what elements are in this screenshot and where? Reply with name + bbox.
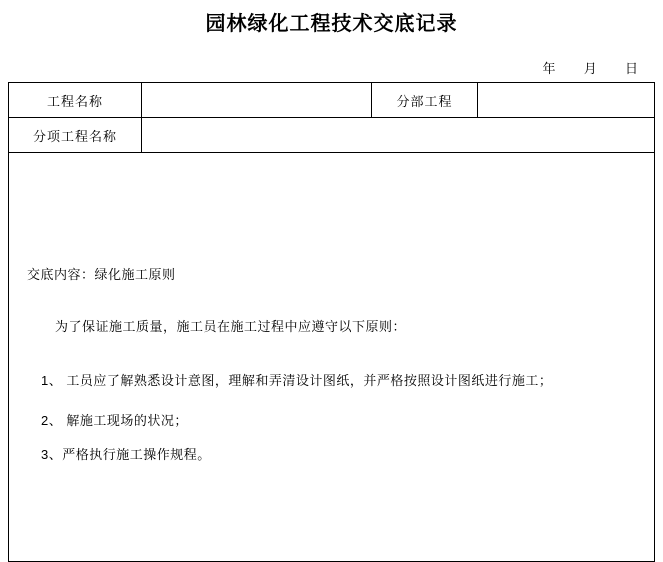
page-title: 园林绿化工程技术交底记录	[205, 13, 458, 35]
project-name-value[interactable]	[142, 83, 372, 118]
disclosure-item-2: 2、 解施工现场的状况；	[41, 413, 188, 428]
project-name-label: 工程名称	[9, 83, 142, 118]
technical-disclosure-table	[8, 82, 655, 562]
disclosure-item-1: 1、 工员应了解熟悉设计意图，理解和弄清设计图纸，并严格按照设计图纸进行施工；	[41, 373, 553, 388]
date-year-label: 年	[542, 61, 557, 76]
subitem-project-name-label: 分项工程名称	[9, 118, 142, 153]
disclosure-content-cell[interactable]	[9, 153, 655, 562]
table-row	[9, 83, 655, 118]
table-row	[9, 153, 655, 562]
division-project-label: 分部工程	[372, 83, 478, 118]
disclosure-content	[9, 234, 654, 470]
disclosure-heading: 交底内容：绿化施工原则	[27, 267, 176, 282]
date-day-label: 日	[624, 61, 639, 76]
date-month-label: 月	[583, 61, 598, 76]
disclosure-item-3: 3、严格执行施工操作规程。	[41, 447, 211, 462]
subitem-project-name-value[interactable]	[142, 118, 655, 153]
table-row	[9, 118, 655, 153]
disclosure-intro: 为了保证施工质量，施工员在施工过程中应遵守以下原则：	[55, 319, 407, 334]
date-line	[542, 58, 639, 77]
division-project-value[interactable]	[478, 83, 655, 118]
